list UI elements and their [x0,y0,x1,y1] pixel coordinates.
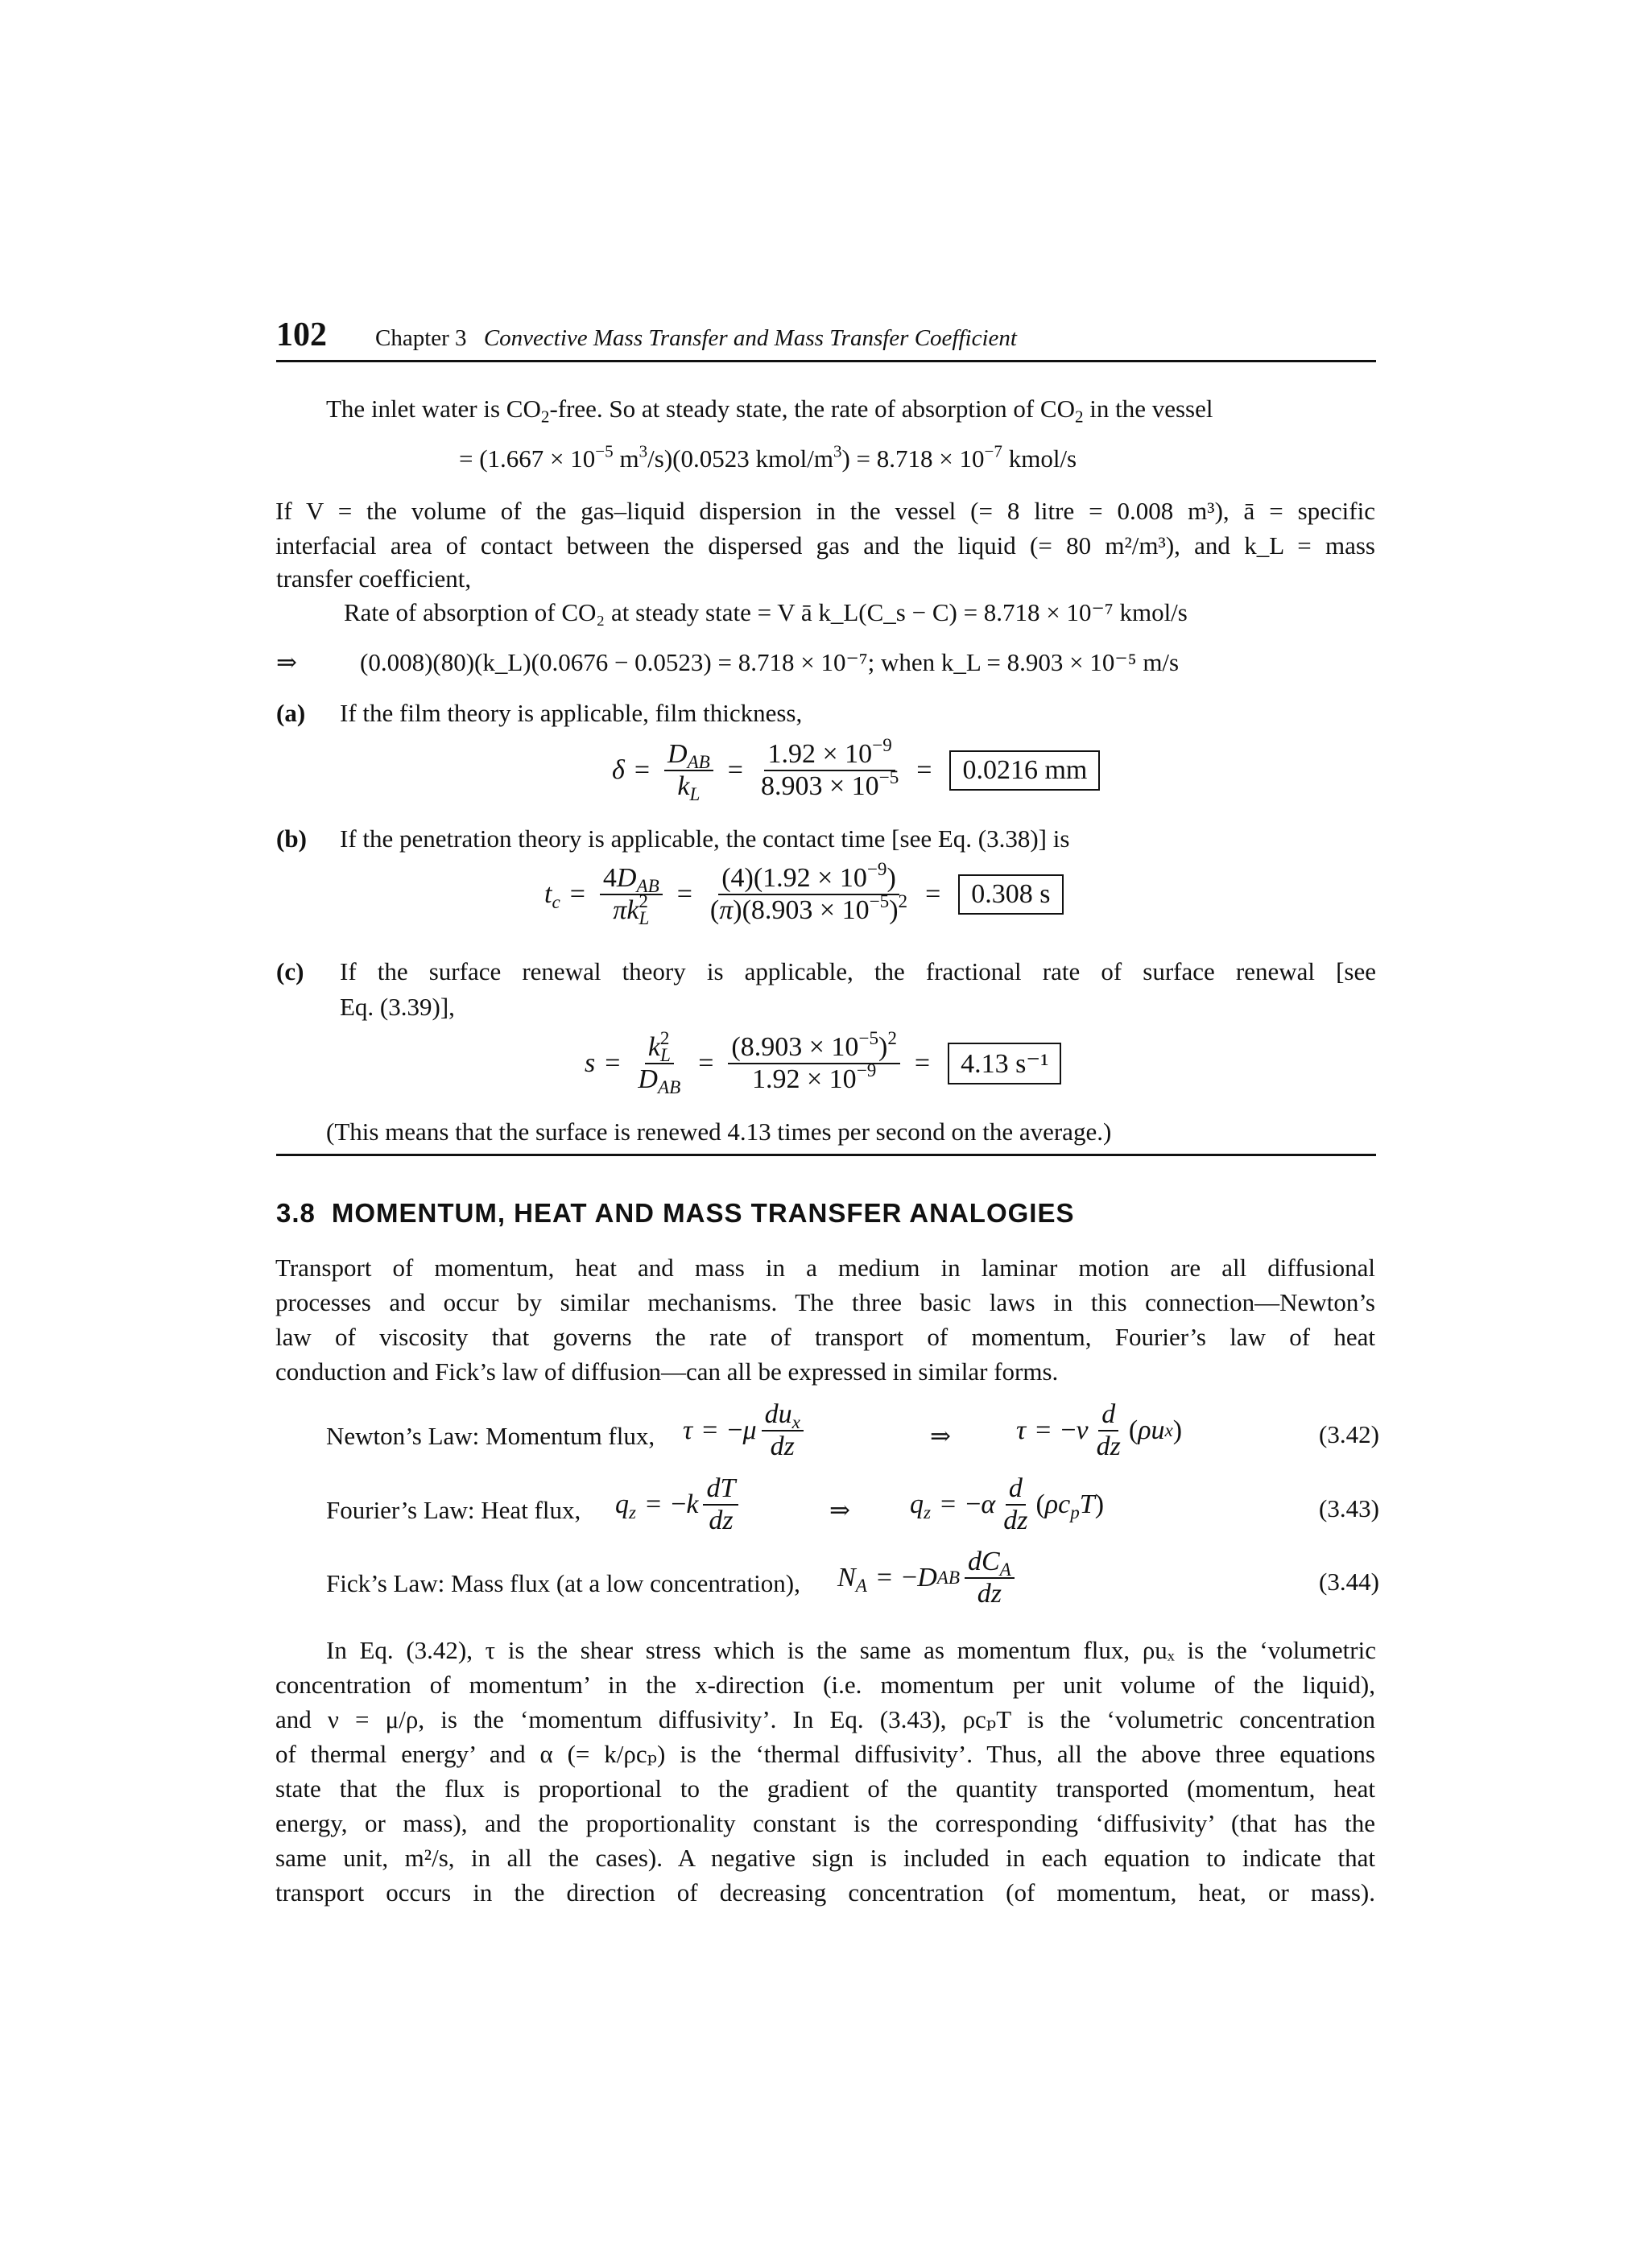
rate-text-d: ) = 8.718 × 10 [841,444,985,473]
page-number: 102 [276,316,327,353]
eq344-fraction: $\frac{dC_A}{dz}$ [965,1547,1015,1609]
part-c-text: If the surface renewal theory is applicable, the fractional rate of surface renewal [see [340,957,1376,985]
implies-arrow: ⇒ [276,648,297,676]
part-b-label: (b) [276,824,307,853]
closing-line: (This means that the surface is renewed 4.13 times per second on the average.) [326,1117,1112,1146]
section-title: MOMENTUM, HEAT AND MASS TRANSFER ANALOGIES [331,1198,1075,1228]
part-c-text-2: Eq. (3.39)], [340,993,455,1021]
para2-line-2: concentration of momentum’ in the x-direction (i.e. momentum per unit volume of the liquid), [275,1671,1375,1699]
delta-fraction-2: $\frac{1.92 \times 10^{-9}}{8.903 \times 10^{-5}}$ [760,735,899,801]
s-fraction-1: $\frac{k^2_L}{D_{AB}}$ [638,1028,681,1098]
delta-fraction-1: $\frac{D_{AB}}{k_L}$ [664,739,713,802]
eq343-rhs: $q_z$ = − α $\frac{d}{dz}$ ( $\rho c_pT$ ) [910,1473,1105,1535]
section-heading [276,1198,1074,1229]
eq342-lhs: τ = − μ $\frac{du_x}{dz}$ [683,1399,808,1462]
eq344-number: (3.44) [1319,1568,1379,1596]
rate-steady-line: Rate of absorption of CO₂ at steady state = V ā k_L(C_s − C) = 8.718 × 10⁻⁷ kmol/s [344,598,1188,626]
rate-line: = ($1.667 \times 10^{-5}$ $m^3/s)(0.0523$ kmol/$m^3) = 8.718 \times 10^{-7}$ kmol/s [459,441,1077,473]
eq342-number: (3.42) [1319,1420,1379,1448]
part-a-text: If the film theory is applicable, film thickness, [340,699,803,727]
rate-text-a: = (1.667 × 10 [459,444,596,473]
chapter-title: Convective Mass Transfer and Mass Transfer Coefficient [483,325,1017,351]
para2-line-4: of thermal energy’ and α (= k/ρcₚ) is the ‘thermal diffusivity’. Thus, all the above three equations [275,1740,1375,1768]
if-v-line-2: interfacial area of contact between the dispersed gas and the liquid (= 80 m²/m³), and k_L = mass [275,531,1375,560]
if-v-line-3: transfer coefficient, [276,564,472,593]
delta-equation: δ = $\frac{D_{AB}}{k_L}$ = $\frac{1.92 \times 10^{-9}}{8.903 \times 10^{-5}}$ = 0.0216 mm [612,739,1100,802]
para1-line-4: conduction and Fick’s law of diffusion—can all be expressed in similar forms. [275,1357,1059,1386]
inlet-text-b: -free. So at steady state, the rate of absorption of CO [549,395,1075,423]
example-end-rule [276,1154,1376,1156]
s-fraction-2: $\frac{(8.903 \times 10^{-5})^2}{1.92 \times 10^{-9}}$ [728,1032,899,1095]
para2-line-3: and ν = μ/ρ, is the ‘momentum diffusivity’. In Eq. (3.43), ρcₚT is the ‘volumetric concentration [275,1705,1375,1733]
inlet-text-c: in the vessel [1083,395,1213,423]
s-result-box: 4.13 s⁻¹ [948,1043,1061,1084]
eq343-number: (3.43) [1319,1494,1379,1522]
eq343-label: Fourier’s Law: Heat flux, [326,1496,581,1524]
eq343-arrow: ⇒ [829,1496,850,1524]
section-number: 3.8 [276,1198,316,1228]
para1-line-3: law of viscosity that governs the rate of transport of momentum, Fourier’s law of heat [275,1323,1375,1351]
eq344-label: Fick’s Law: Mass flux (at a low concentration), [326,1569,800,1597]
eq342-label: Newton’s Law: Momentum flux, [326,1422,655,1450]
tc-equation: $t_c$ = $\frac{4D_{AB}}{\pi k^2_L}$ = $\frac{(4)(1.92 \times 10^{-9})}{(\pi)(8.903 \times 10^{-5})^2}$ = 0.308 s [544,863,1064,926]
para2-line-5: state that the flux is proportional to the gradient of the quantity transported (momentum, heat [275,1774,1375,1803]
inlet-text-a: The inlet water is CO [326,395,541,423]
para2-line-7: same unit, m²/s, in all the cases). A negative sign is included in each equation to indicate that [275,1844,1375,1872]
header-rule [276,360,1376,362]
para1-line-2: processes and occur by similar mechanisms. The three basic laws in this connection—Newton’s [275,1288,1375,1316]
rate-text-c: /s)(0.0523 kmol/m [647,444,833,473]
eq343-d-fraction: $\frac{d}{dz}$ [1003,1473,1028,1535]
eq343-lhs: $q_z$ = − k $\frac{dT}{dz}$ [615,1473,743,1536]
para2-line-6: energy, or mass), and the proportionality constant is the corresponding ‘diffusivity’ (that has the [275,1809,1375,1837]
if-v-line-1: If V = the volume of the gas–liquid dispersion in the vessel (= 8 litre = 0.008 m³), ā = specific [275,497,1375,525]
rate-text-e: kmol/s [1002,444,1077,473]
para2-line-8: transport occurs in the direction of decreasing concentration (of momentum, heat, or mass). [275,1878,1375,1907]
delta-result-box: 0.0216 mm [949,750,1100,791]
eq343-fraction: $\frac{dT}{dz}$ [703,1473,738,1536]
part-c-label: (c) [276,957,304,985]
rate-text-b: m [613,444,639,473]
eq342-fraction: $\frac{du_x}{dz}$ [762,1399,804,1462]
part-b-text: If the penetration theory is applicable, the contact time [see Eq. (3.38)] is [340,824,1070,853]
running-header [375,325,1017,352]
eq342-rhs: τ = − ν $\frac{d}{dz}$ ( ρu x ) [1016,1399,1183,1461]
s-equation: s = $\frac{k^2_L}{D_{AB}}$ = $\frac{(8.903 \times 10^{-5})^2}{1.92 \times 10^{-9}}$ = 4.13 s⁻¹ [585,1032,1061,1095]
part-a-label: (a) [276,699,306,727]
tc-fraction-1: $\frac{4D_{AB}}{\pi k^2_L}$ [600,863,663,926]
chapter-label: Chapter 3 [375,325,467,351]
inlet-line: The inlet water is $CO_2$-free. So at steady state, the rate of absorption of $CO_2$ in the vessel [326,395,1213,427]
eq342-d-fraction: $\frac{d}{dz}$ [1096,1399,1121,1461]
implies-line: (0.008)(80)(k_L)(0.0676 − 0.0523) = 8.718 × 10⁻⁷; when k_L = 8.903 × 10⁻⁵ m/s [360,648,1180,676]
para2-line-1: In Eq. (3.42), τ is the shear stress which is the same as momentum flux, ρuₓ is the ‘volumetric [326,1636,1376,1664]
tc-result-box: 0.308 s [958,874,1063,915]
tc-fraction-2: $\frac{(4)(1.92 \times 10^{-9})}{(\pi)(8.903 \times 10^{-5})^2}$ [709,859,908,925]
para1-line-1: Transport of momentum, heat and mass in a medium in laminar motion are all diffusional [275,1254,1375,1282]
eq344-rhs: $N_A$ = − D AB $\frac{dC_A}{dz}$ [837,1547,1019,1609]
eq342-arrow: ⇒ [930,1422,951,1450]
